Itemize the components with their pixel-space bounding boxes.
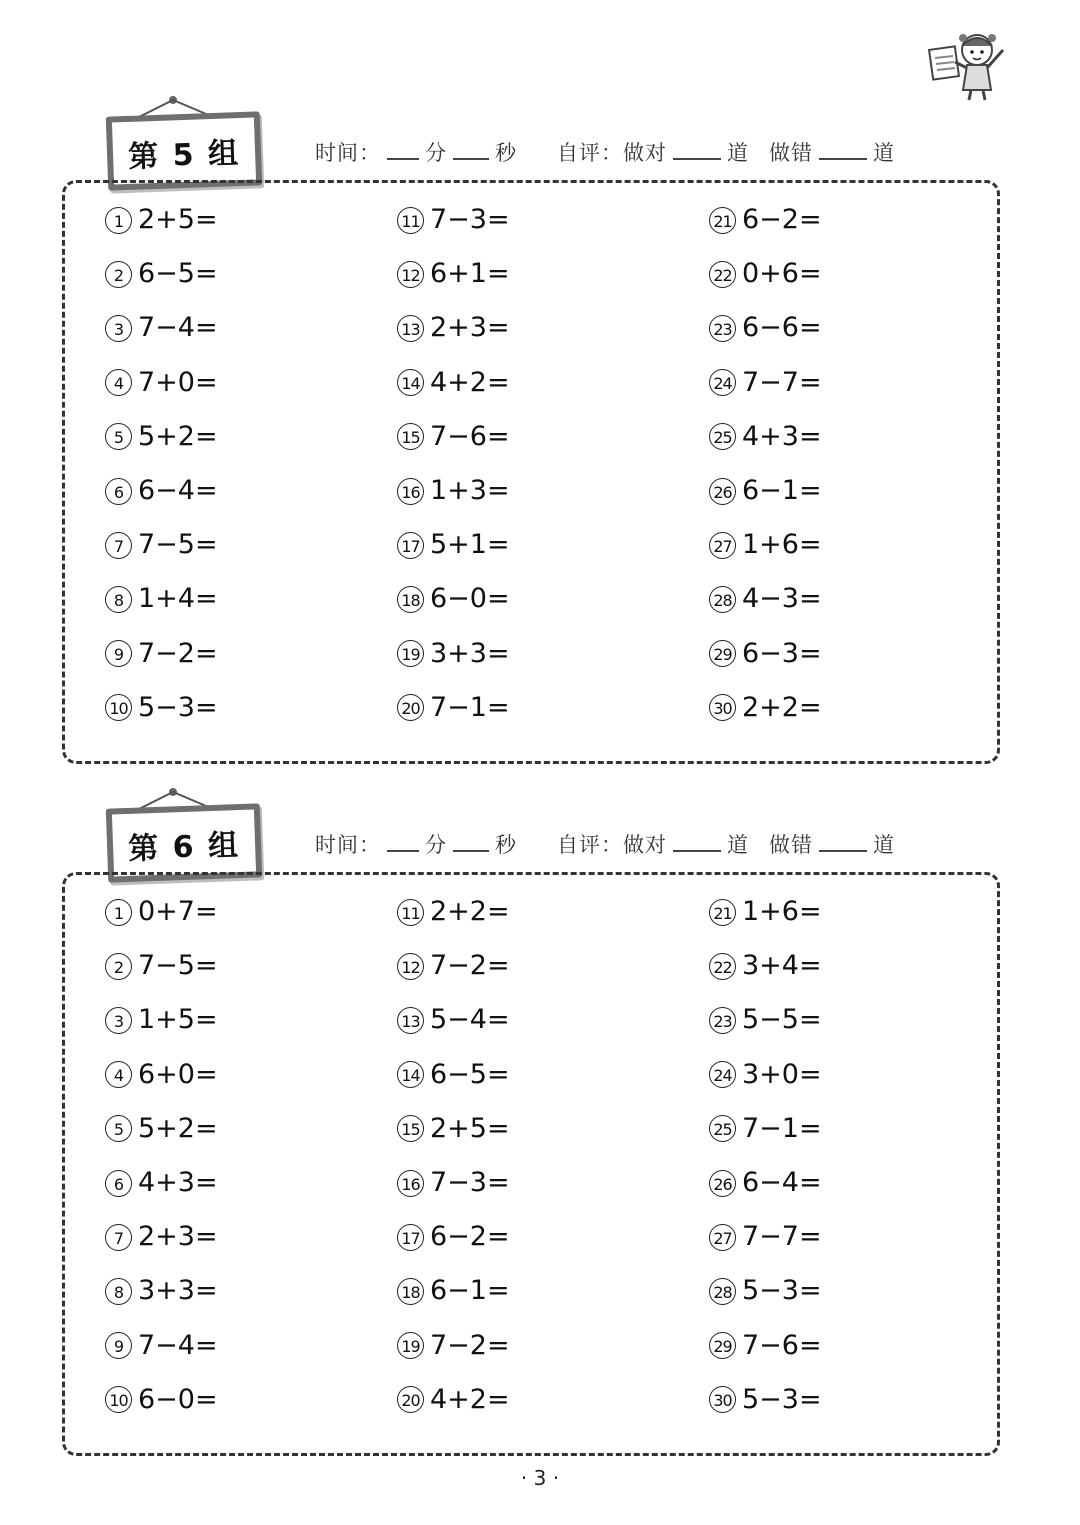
page-number: · 3 · xyxy=(520,1466,560,1490)
problem-expression: 6−4= xyxy=(742,1167,822,1198)
problem-item xyxy=(105,693,218,723)
problem-expression: 2+3= xyxy=(138,1221,218,1253)
minutes-label: 分 xyxy=(425,141,447,165)
problem-number: 19 xyxy=(397,1332,424,1359)
problem-number: 25 xyxy=(709,423,736,450)
problem-item xyxy=(397,1060,510,1090)
problem-item xyxy=(709,1276,822,1306)
problem-expression: 7−2= xyxy=(138,637,218,669)
problem-number: 30 xyxy=(709,1386,736,1413)
problem-item xyxy=(105,639,218,669)
sign-board xyxy=(106,111,262,190)
problem-number: 29 xyxy=(709,1332,736,1359)
problem-number: 4 xyxy=(105,1061,132,1088)
problem-number: 28 xyxy=(709,586,736,613)
problem-number: 27 xyxy=(709,1224,736,1251)
problem-expression: 0+7= xyxy=(138,896,218,927)
problem-number: 4 xyxy=(105,369,132,396)
problem-number: 12 xyxy=(397,953,424,980)
time-label: 时间： xyxy=(315,141,381,165)
problem-number: 9 xyxy=(105,640,132,667)
problem-item xyxy=(105,422,218,452)
group-title: 第 6 组 xyxy=(127,828,241,867)
wrong-count-blank[interactable] xyxy=(819,832,867,852)
problem-item xyxy=(709,639,822,669)
problem-item xyxy=(709,1114,822,1144)
problem-expression: 3+0= xyxy=(742,1058,822,1090)
problem-item xyxy=(397,313,510,343)
self-eval-correct-label: 自评：做对 xyxy=(557,141,667,165)
problem-expression: 7−1= xyxy=(742,1112,822,1144)
problem-item xyxy=(105,1005,218,1035)
correct-count-blank[interactable] xyxy=(673,832,721,852)
cartoon-girl-mascot-icon xyxy=(925,28,1015,103)
problem-number: 22 xyxy=(709,953,736,980)
problem-expression: 6−2= xyxy=(742,204,822,235)
wrong-count-blank[interactable] xyxy=(819,140,867,160)
problem-item xyxy=(709,1331,822,1361)
problem-grid xyxy=(105,205,985,745)
problem-item xyxy=(709,530,822,560)
problem-number: 24 xyxy=(709,1061,736,1088)
problem-expression: 7−4= xyxy=(138,1329,218,1361)
seconds-blank[interactable] xyxy=(453,140,489,160)
minutes-blank[interactable] xyxy=(387,140,419,160)
problem-item xyxy=(709,951,822,981)
problem-expression: 1+4= xyxy=(138,583,218,615)
problem-number: 25 xyxy=(709,1115,736,1142)
problem-number: 3 xyxy=(105,315,132,342)
problem-expression: 6−3= xyxy=(742,637,822,669)
problem-expression: 5−3= xyxy=(742,1275,822,1307)
problem-expression: 4+3= xyxy=(742,420,822,452)
problem-expression: 1+6= xyxy=(742,529,822,561)
problem-number: 14 xyxy=(397,1061,424,1088)
wrong-label: 做错 xyxy=(769,833,813,857)
problem-item xyxy=(397,693,510,723)
problem-expression: 6−0= xyxy=(430,583,510,615)
problem-expression: 3+4= xyxy=(742,950,822,982)
problem-number: 16 xyxy=(397,1170,424,1197)
problem-item xyxy=(709,476,822,506)
unit-label: 道 xyxy=(873,141,895,165)
problem-expression: 1+5= xyxy=(138,1004,218,1036)
problem-number: 8 xyxy=(105,586,132,613)
problem-number: 5 xyxy=(105,423,132,450)
seconds-label: 秒 xyxy=(495,833,517,857)
problem-expression: 6−6= xyxy=(742,312,822,344)
problem-expression: 7−2= xyxy=(430,1329,510,1361)
problem-item xyxy=(397,1331,510,1361)
problem-number: 17 xyxy=(397,532,424,559)
problem-number: 9 xyxy=(105,1332,132,1359)
problem-number: 15 xyxy=(397,1115,424,1142)
problem-item xyxy=(709,1385,822,1415)
problem-number: 24 xyxy=(709,369,736,396)
problem-number: 18 xyxy=(397,1278,424,1305)
problem-number: 1 xyxy=(105,207,132,234)
problem-expression: 5−3= xyxy=(742,1383,822,1415)
problem-expression: 6−5= xyxy=(430,1058,510,1090)
problem-item xyxy=(397,897,510,927)
problem-expression: 5+1= xyxy=(430,529,510,561)
problem-expression: 7−6= xyxy=(430,420,510,452)
problem-item xyxy=(709,259,822,289)
time-label: 时间： xyxy=(315,833,381,857)
problem-item xyxy=(105,476,218,506)
problem-number: 26 xyxy=(709,1170,736,1197)
problem-item xyxy=(397,1385,510,1415)
wrong-label: 做错 xyxy=(769,141,813,165)
problem-number: 23 xyxy=(709,315,736,342)
problem-item xyxy=(397,422,510,452)
problem-item xyxy=(105,313,218,343)
timing-and-self-evaluation xyxy=(315,829,895,859)
problem-expression: 7−7= xyxy=(742,366,822,398)
problem-expression: 7−6= xyxy=(742,1329,822,1361)
problem-expression: 2+5= xyxy=(430,1112,510,1144)
problem-expression: 4+2= xyxy=(430,1383,510,1415)
problem-number: 2 xyxy=(105,953,132,980)
problem-number: 7 xyxy=(105,1224,132,1251)
problem-item xyxy=(105,951,218,981)
problem-expression: 5+2= xyxy=(138,420,218,452)
problem-expression: 5−3= xyxy=(138,691,218,723)
problem-number: 15 xyxy=(397,423,424,450)
problem-expression: 7−2= xyxy=(430,950,510,982)
problem-item xyxy=(709,368,822,398)
problem-item xyxy=(709,1222,822,1252)
sign-board xyxy=(106,803,262,882)
problems-box xyxy=(62,872,1000,1456)
problem-item xyxy=(105,897,218,927)
problem-expression: 6−1= xyxy=(430,1275,510,1307)
problem-number: 6 xyxy=(105,1170,132,1197)
problem-item xyxy=(105,259,218,289)
seconds-blank[interactable] xyxy=(453,832,489,852)
problem-expression: 4−3= xyxy=(742,583,822,615)
problem-expression: 1+6= xyxy=(742,896,822,927)
problem-number: 17 xyxy=(397,1224,424,1251)
problem-item xyxy=(397,205,510,235)
problem-number: 7 xyxy=(105,532,132,559)
problem-item xyxy=(709,693,822,723)
problem-expression: 7−3= xyxy=(430,204,510,235)
unit-label: 道 xyxy=(873,833,895,857)
problem-expression: 6−2= xyxy=(430,1221,510,1253)
problem-item xyxy=(397,1168,510,1198)
problem-item xyxy=(709,1168,822,1198)
problem-number: 10 xyxy=(105,694,132,721)
problem-number: 8 xyxy=(105,1278,132,1305)
problem-number: 13 xyxy=(397,1007,424,1034)
problem-expression: 6−1= xyxy=(742,475,822,506)
minutes-label: 分 xyxy=(425,833,447,857)
group-title: 第 5 组 xyxy=(127,136,241,175)
problem-number: 26 xyxy=(709,478,736,505)
problem-item xyxy=(105,1385,218,1415)
problem-item xyxy=(105,1060,218,1090)
problem-expression: 4+2= xyxy=(430,366,510,398)
problem-item xyxy=(397,951,510,981)
problem-expression: 7−3= xyxy=(430,1167,510,1198)
problem-item xyxy=(397,584,510,614)
problem-expression: 7−7= xyxy=(742,1221,822,1253)
problem-item xyxy=(105,1276,218,1306)
problem-expression: 6−4= xyxy=(138,475,218,506)
problem-expression: 6+1= xyxy=(430,258,510,290)
problem-number: 20 xyxy=(397,694,424,721)
problem-item xyxy=(105,584,218,614)
problem-item xyxy=(105,530,218,560)
timing-and-self-evaluation xyxy=(315,137,895,167)
problem-item xyxy=(397,1005,510,1035)
problem-item xyxy=(709,1005,822,1035)
self-eval-correct-label: 自评：做对 xyxy=(557,833,667,857)
problem-item xyxy=(709,1060,822,1090)
problem-expression: 6−5= xyxy=(138,258,218,290)
problem-number: 22 xyxy=(709,261,736,288)
correct-count-blank[interactable] xyxy=(673,140,721,160)
problems-box xyxy=(62,180,1000,764)
problem-item xyxy=(709,584,822,614)
problem-item xyxy=(397,476,510,506)
unit-label: 道 xyxy=(727,141,749,165)
problem-item xyxy=(105,205,218,235)
problem-number: 11 xyxy=(397,207,424,234)
problem-expression: 7−5= xyxy=(138,950,218,982)
problem-number: 3 xyxy=(105,1007,132,1034)
problem-item xyxy=(105,368,218,398)
problem-expression: 7−5= xyxy=(138,529,218,561)
problem-number: 28 xyxy=(709,1278,736,1305)
problem-number: 23 xyxy=(709,1007,736,1034)
problem-item xyxy=(709,422,822,452)
problem-expression: 4+3= xyxy=(138,1167,218,1198)
problem-number: 10 xyxy=(105,1386,132,1413)
problem-expression: 1+3= xyxy=(430,475,510,506)
problem-expression: 2+2= xyxy=(430,896,510,927)
problem-item xyxy=(709,897,822,927)
problem-number: 12 xyxy=(397,261,424,288)
problem-item xyxy=(709,313,822,343)
problem-item xyxy=(105,1222,218,1252)
problem-grid xyxy=(105,897,985,1437)
problem-expression: 2+5= xyxy=(138,204,218,235)
problem-number: 20 xyxy=(397,1386,424,1413)
problem-expression: 3+3= xyxy=(430,637,510,669)
problem-item xyxy=(397,1276,510,1306)
problem-number: 6 xyxy=(105,478,132,505)
problem-item xyxy=(397,530,510,560)
problem-expression: 7−4= xyxy=(138,312,218,344)
problem-item xyxy=(397,639,510,669)
problem-expression: 0+6= xyxy=(742,258,822,290)
problem-expression: 2+3= xyxy=(430,312,510,344)
problem-number: 27 xyxy=(709,532,736,559)
problem-expression: 2+2= xyxy=(742,691,822,723)
problem-number: 18 xyxy=(397,586,424,613)
problem-number: 16 xyxy=(397,478,424,505)
problem-number: 1 xyxy=(105,899,132,926)
problem-number: 2 xyxy=(105,261,132,288)
problem-expression: 5+2= xyxy=(138,1112,218,1144)
problem-expression: 7+0= xyxy=(138,366,218,398)
problem-expression: 3+3= xyxy=(138,1275,218,1307)
problem-expression: 6−0= xyxy=(138,1383,218,1415)
problem-number: 29 xyxy=(709,640,736,667)
problem-number: 19 xyxy=(397,640,424,667)
problem-item xyxy=(105,1168,218,1198)
problem-item xyxy=(397,1222,510,1252)
problem-number: 13 xyxy=(397,315,424,342)
minutes-blank[interactable] xyxy=(387,832,419,852)
problem-number: 21 xyxy=(709,899,736,926)
problem-item xyxy=(397,1114,510,1144)
problem-item xyxy=(709,205,822,235)
problem-number: 14 xyxy=(397,369,424,396)
problem-number: 21 xyxy=(709,207,736,234)
unit-label: 道 xyxy=(727,833,749,857)
problem-expression: 7−1= xyxy=(430,691,510,723)
problem-number: 30 xyxy=(709,694,736,721)
problem-expression: 6+0= xyxy=(138,1058,218,1090)
problem-item xyxy=(397,368,510,398)
problem-number: 5 xyxy=(105,1115,132,1142)
seconds-label: 秒 xyxy=(495,141,517,165)
problem-item xyxy=(105,1114,218,1144)
problem-expression: 5−5= xyxy=(742,1004,822,1036)
problem-expression: 5−4= xyxy=(430,1004,510,1036)
problem-number: 11 xyxy=(397,899,424,926)
problem-item xyxy=(397,259,510,289)
problem-item xyxy=(105,1331,218,1361)
